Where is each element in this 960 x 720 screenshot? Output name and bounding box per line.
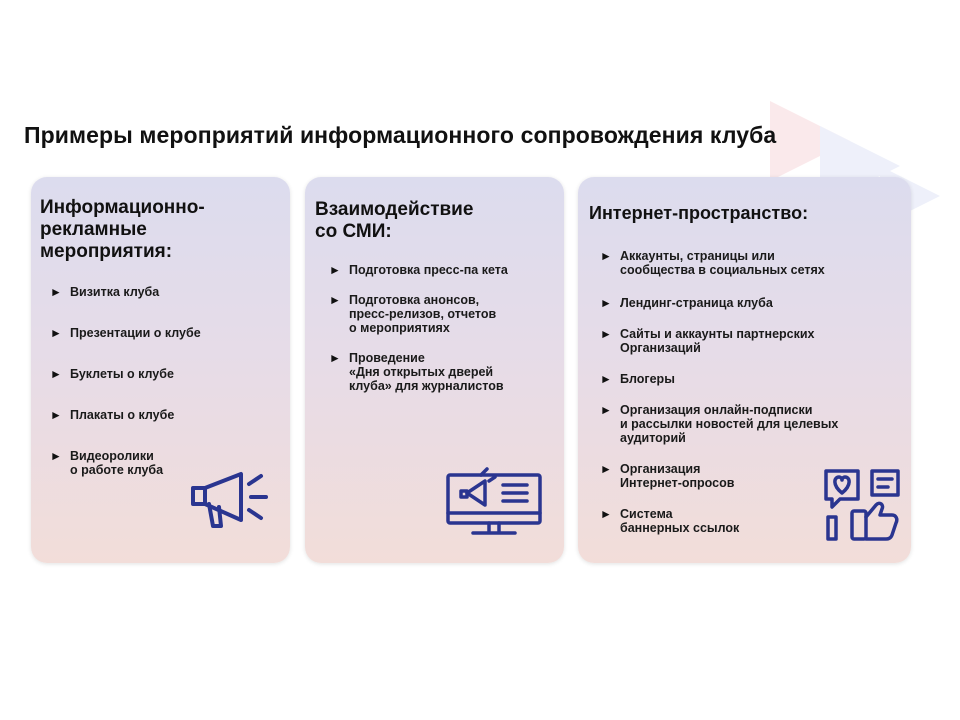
list-item: ► Подготовка пресс-па кета: [329, 263, 559, 277]
card-title: Интернет-пространство:: [589, 203, 809, 223]
list-item: ► Лендинг-страница клуба: [600, 296, 900, 310]
page-title: Примеры мероприятий информационного сопровождения клуба: [24, 122, 777, 148]
list-item: ► Организация онлайн-подписки и рассылки новостей для целевых аудиторий: [600, 403, 900, 445]
computer-megaphone-icon: [445, 467, 543, 539]
list-item: ► Блогеры: [600, 372, 900, 386]
list-item: ► Плакаты о клубе: [50, 408, 280, 422]
list-item: ► Аккаунты, страницы или сообщества в социальных сетях: [600, 249, 900, 277]
card-title: Взаимодействие со СМИ:: [315, 199, 474, 242]
list-item: ► Визитка клуба: [50, 285, 280, 299]
card-media-interaction: [305, 177, 564, 563]
list-item: ► Презентации о клубе: [50, 326, 280, 340]
card-info-advertising: [31, 177, 290, 563]
card-items: [329, 263, 559, 393]
list-item: ► Организация Интернет-опросов: [600, 462, 900, 490]
card-items: [50, 285, 280, 477]
list-item: ► Подготовка анонсов, пресс-релизов, отчетов о мероприятиях: [329, 293, 559, 335]
megaphone-icon: [189, 470, 269, 532]
list-item: ► Сайты и аккаунты партнерских Организаций: [600, 327, 900, 355]
list-item: ► Видеоролики о работе клуба: [50, 449, 280, 477]
social-like-icon: [822, 467, 902, 543]
list-item: ► Проведение «Дня открытых дверей клуба» для журналистов: [329, 351, 559, 393]
card-title: Информационно- рекламные мероприятия:: [40, 197, 205, 262]
card-internet-space: [578, 177, 911, 563]
list-item: ► Система баннерных ссылок: [600, 507, 900, 535]
list-item: ► Буклеты о клубе: [50, 367, 280, 381]
